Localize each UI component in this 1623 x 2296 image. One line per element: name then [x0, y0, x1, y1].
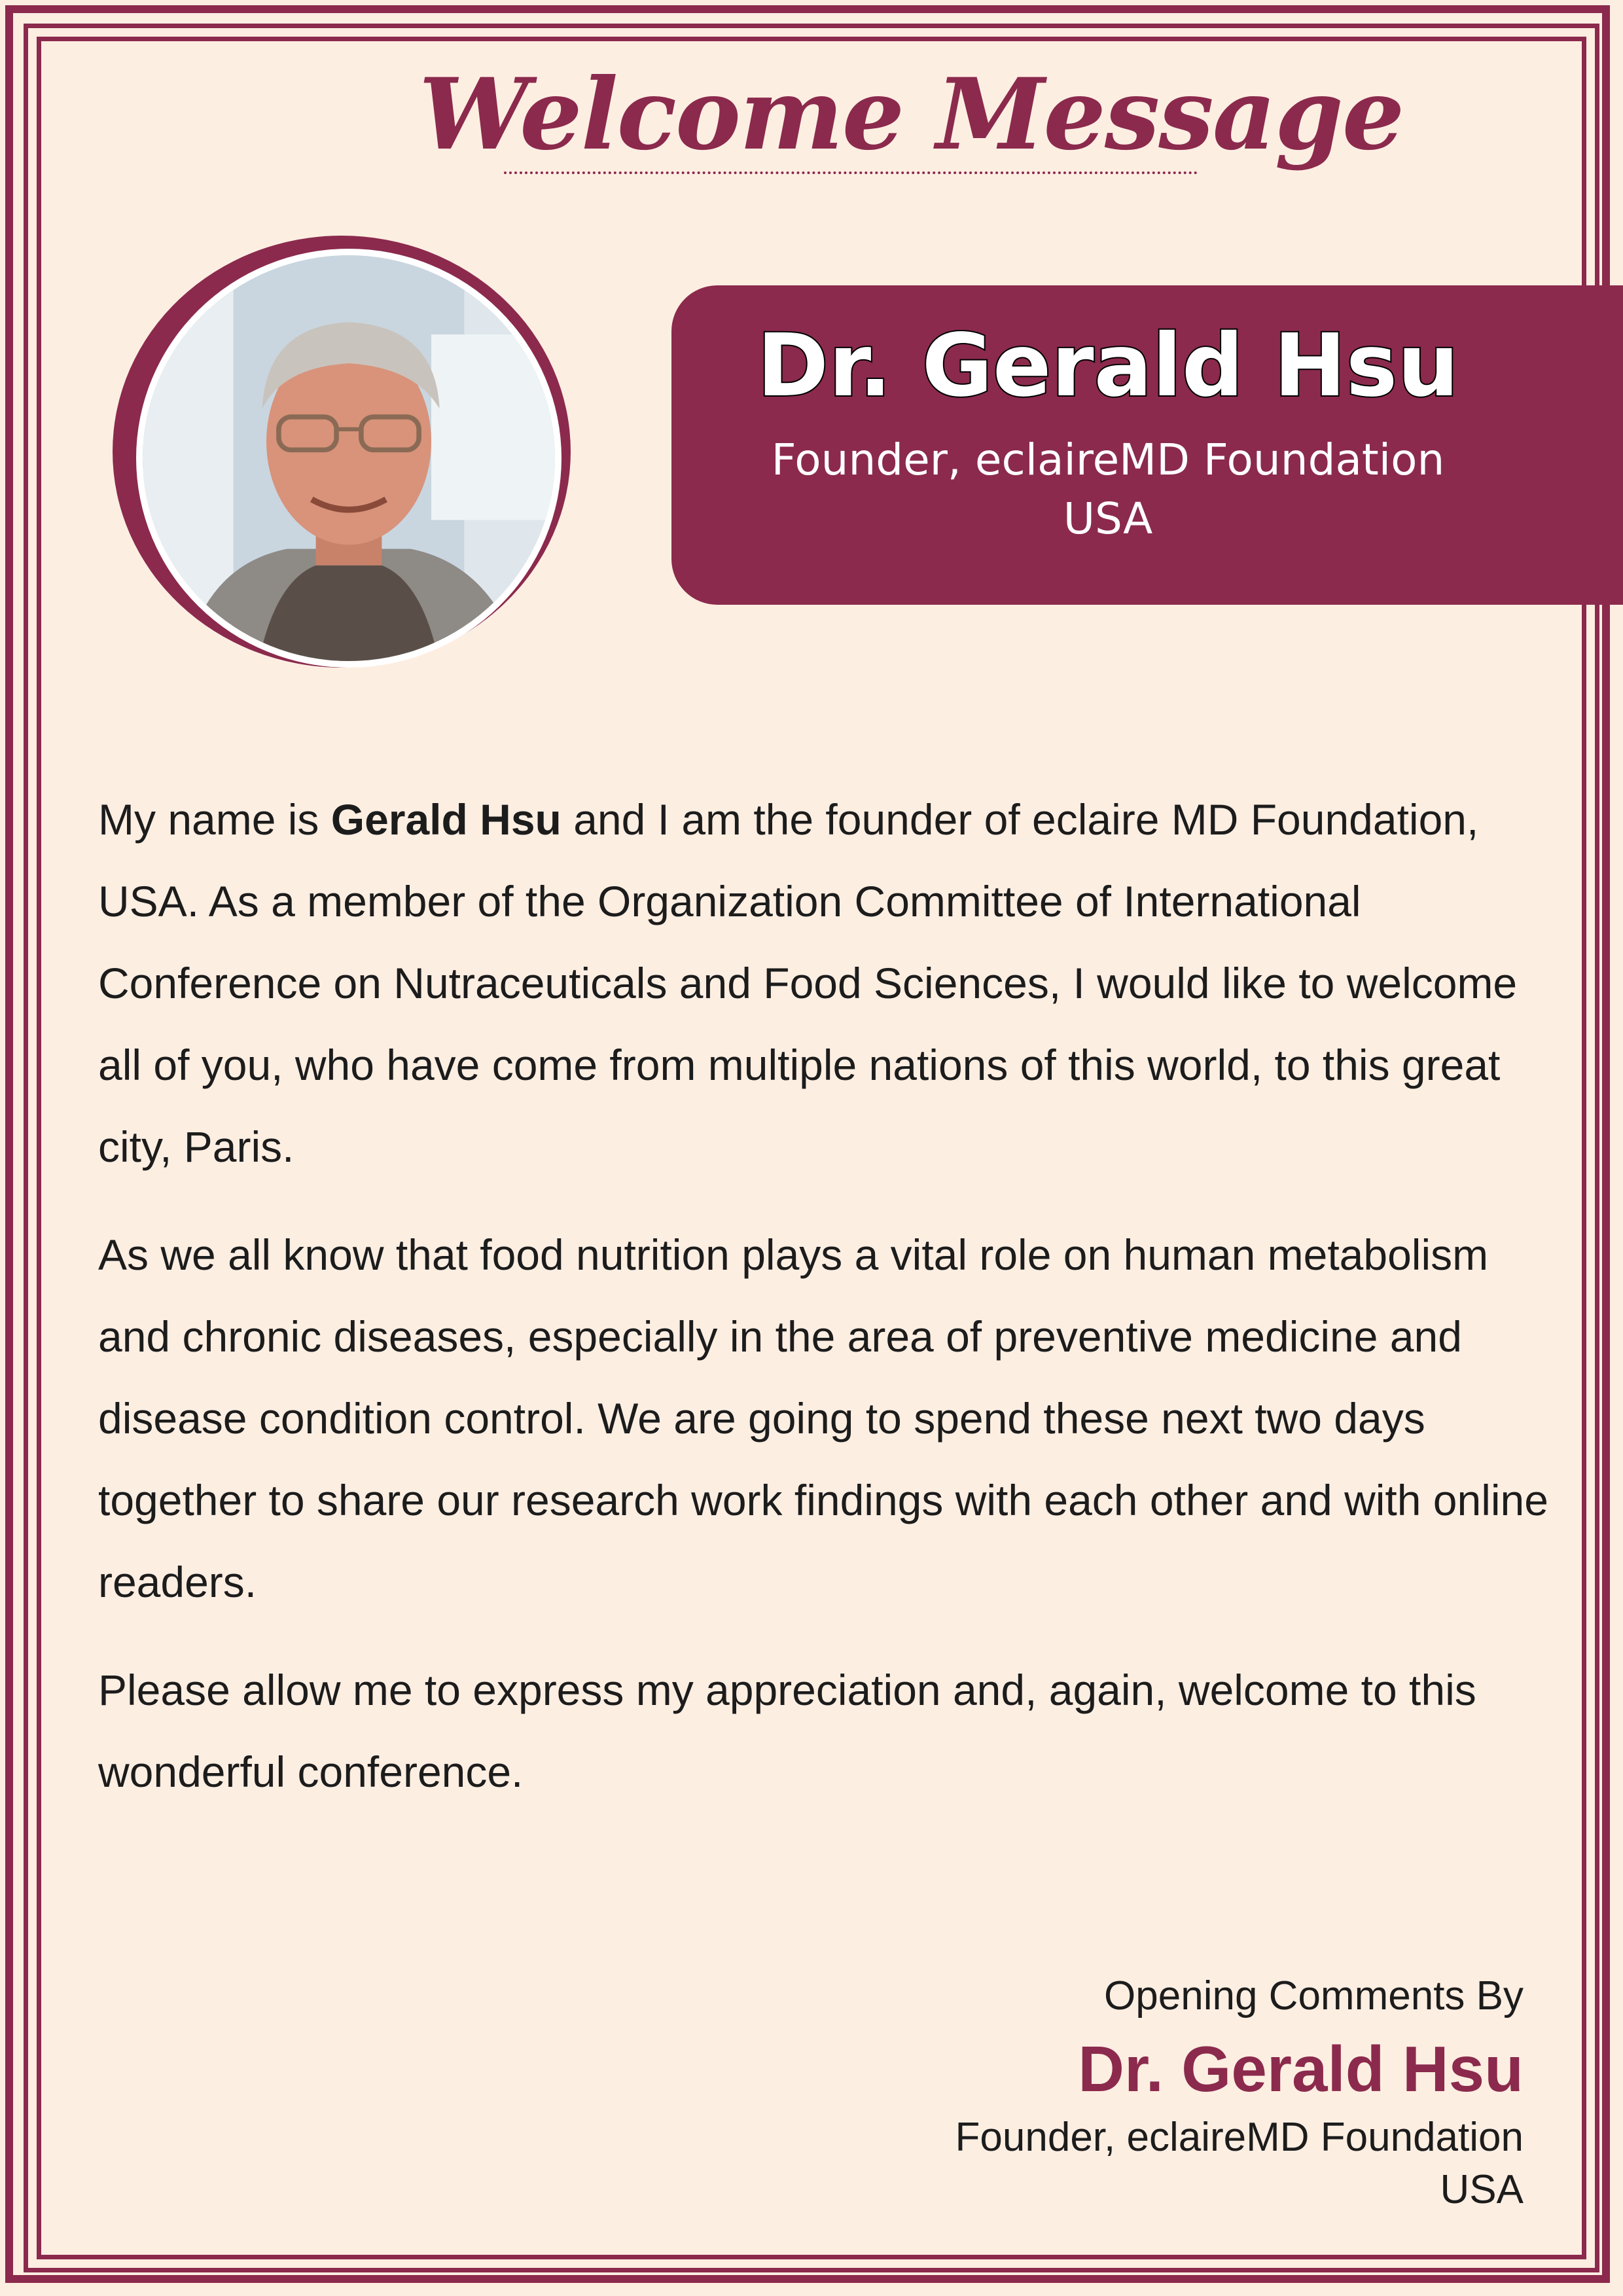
paragraph-2: As we all know that food nutrition plays a vital role on human metabolism and chronic diseases, especially in the area of preventive medicine and disease condition control. We are going to spend these next two days together to share our research work findings with each other and with online readers.: [98, 1230, 1548, 1606]
paragraph-1-lead: My name is: [98, 795, 331, 844]
page-title: Welcome Message: [419, 57, 1404, 172]
signature-country: USA: [1440, 2167, 1524, 2212]
speaker-role: Founder, eclaireMD Foundation: [771, 435, 1445, 485]
paragraph-1-rest: and I am the founder of eclaire MD Foundation, USA. As a member of the Organization Committee of International Conference on Nutraceuticals and Food Sciences, I would like to welcome all of you, who have come from multiple nations of this world, to this great city, Paris.: [98, 795, 1518, 1171]
signature-label: Opening Comments By: [1104, 1973, 1524, 2018]
speaker-country: USA: [1063, 493, 1153, 544]
speaker-photo: [136, 249, 562, 668]
signature-role: Founder, eclaireMD Foundation: [955, 2115, 1524, 2160]
title-dotted-underline: [504, 171, 1198, 174]
paragraph-1: [98, 779, 1551, 1188]
signature-block: [955, 1970, 1524, 2216]
paragraph-1-bold-name: Gerald Hsu: [330, 795, 562, 844]
message-body: [98, 779, 1551, 1839]
signature-name: Dr. Gerald Hsu: [1078, 2033, 1524, 2105]
paragraph-3: Please allow me to express my appreciation and, again, welcome to this wonderful conference.: [98, 1666, 1476, 1796]
speaker-banner: [671, 285, 1623, 605]
speaker-name: Dr. Gerald Hsu: [757, 315, 1459, 416]
